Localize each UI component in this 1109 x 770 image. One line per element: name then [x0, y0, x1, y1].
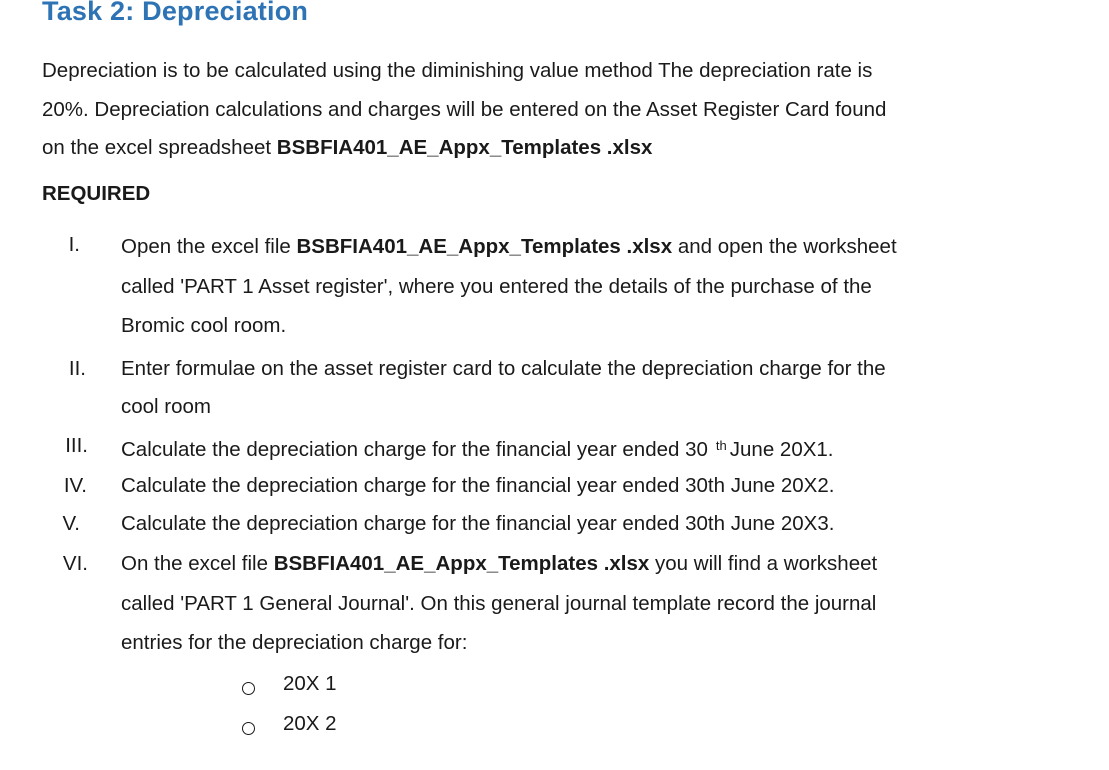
- step-text: [121, 504, 1051, 544]
- step-line-prefix: On the excel file: [121, 552, 268, 575]
- file-name: BSBFIA401_AE_Appx_Templates .xlsx: [296, 235, 673, 258]
- step-line-prefix: Calculate the depreciation charge for the financial year ended 30: [121, 438, 708, 461]
- step-line: Bromic cool room.: [121, 314, 287, 337]
- step-text: [121, 544, 1051, 663]
- intro-line: 20%. Depreciation calculations and charges will be entered on the Asset Register Card found: [42, 97, 887, 121]
- step-numeral: II.: [68, 357, 86, 380]
- step-text: [121, 466, 1051, 506]
- ordinal-superscript: th: [715, 438, 727, 453]
- step-line: called 'PART 1 General Journal'. On this general journal template record the journal: [121, 591, 877, 615]
- step-text: [121, 349, 1051, 426]
- step-numeral: V.: [62, 512, 80, 535]
- step-line: entries for the depreciation charge for:: [121, 631, 468, 654]
- step-line-prefix: Open the excel file: [121, 235, 291, 258]
- step-numeral: III.: [65, 434, 88, 457]
- step-numeral: I.: [68, 233, 80, 256]
- file-name: BSBFIA401_AE_Appx_Templates .xlsx: [273, 552, 650, 575]
- hollow-circle-bullet-icon: [242, 682, 255, 695]
- bullet-text: 20X 1: [283, 672, 337, 695]
- step-line: [121, 227, 1051, 267]
- intro-line: [42, 129, 1042, 168]
- intro-paragraph: [42, 52, 1042, 168]
- step-line: called 'PART 1 Asset register', where you entered the details of the purchase of the: [121, 274, 872, 298]
- step-text: [121, 227, 1051, 346]
- step-line-suffix: and open the worksheet: [677, 235, 897, 258]
- step-line: Enter formulae on the asset register card to calculate the depreciation charge for the: [121, 357, 886, 380]
- hollow-circle-bullet-icon: [242, 722, 255, 735]
- task-heading: Task 2: Depreciation: [42, 0, 309, 26]
- step-line: [121, 426, 1051, 470]
- intro-line-prefix: on the excel spreadsheet: [42, 136, 272, 159]
- step-numeral: IV.: [63, 474, 87, 497]
- step-text: [121, 426, 1051, 470]
- intro-line: Depreciation is to be calculated using the diminishing value method The depreciation rate is: [42, 59, 873, 82]
- bullet-text: 20X 2: [283, 712, 337, 735]
- step-line: Calculate the depreciation charge for the financial year ended 30th June 20X2.: [121, 474, 835, 497]
- step-line-suffix: June 20X1.: [729, 438, 834, 461]
- step-line-suffix: you will find a worksheet: [655, 552, 878, 575]
- required-label: REQUIRED: [42, 182, 151, 205]
- step-line: [121, 544, 1051, 584]
- step-line: Calculate the depreciation charge for the financial year ended 30th June 20X3.: [121, 512, 835, 535]
- file-name: BSBFIA401_AE_Appx_Templates .xlsx: [276, 136, 653, 159]
- step-numeral: VI.: [62, 552, 88, 575]
- step-line: cool room: [121, 394, 212, 418]
